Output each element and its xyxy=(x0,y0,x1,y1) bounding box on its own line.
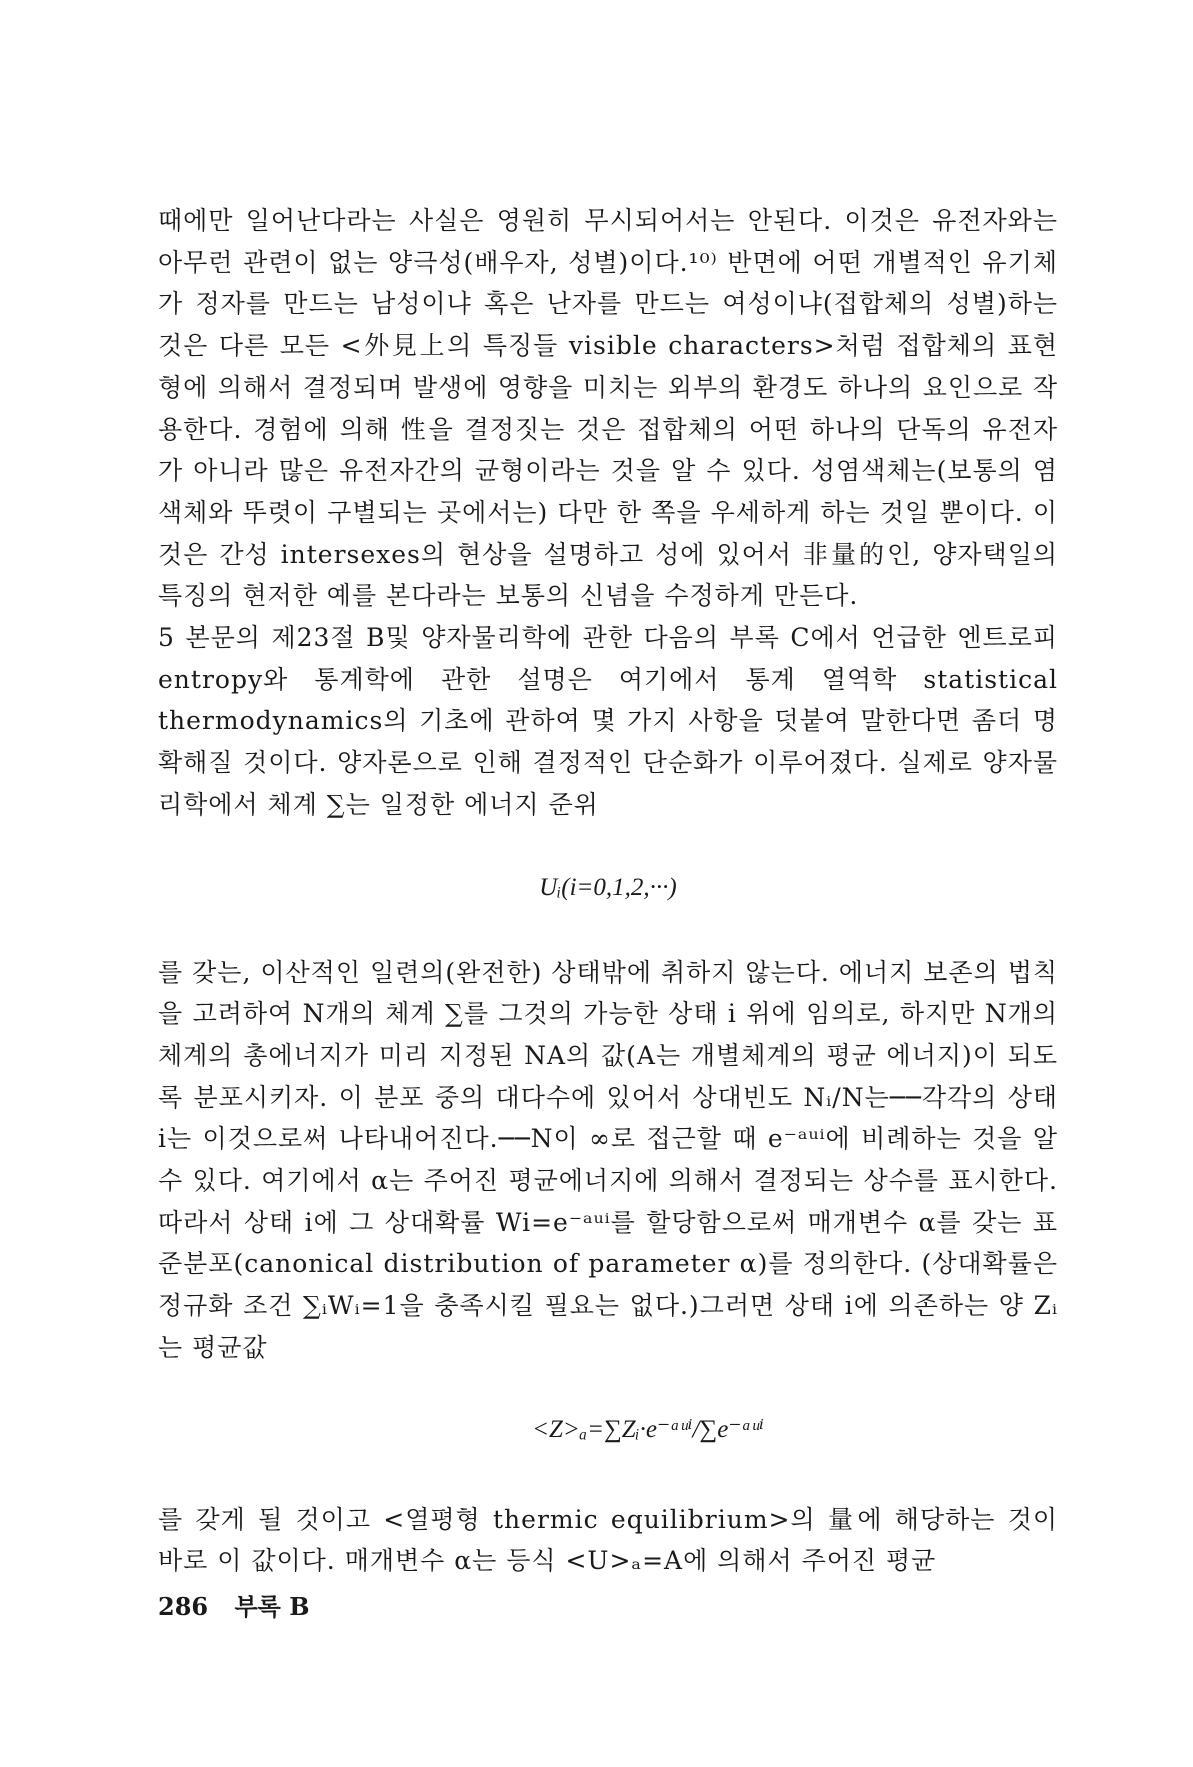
page-footer xyxy=(158,1587,309,1622)
paragraph-4: 를 갖게 될 것이고 <열평형 thermic equilibrium>의 量에 해당하는 것이 바로 이 값이다. 매개변수 α는 등식 <U>ₐ=A에 의해서 주어진 평균 xyxy=(158,1504,1058,1576)
paragraph-1: 때에만 일어난다라는 사실은 영원히 무시되어서는 안된다. 이것은 유전자와는 아무런 관련이 없는 양극성(배우자, 성별)이다.¹⁰⁾ 반면에 어떤 개별적인 유기체가 정자를 만드는 남성이냐 혹은 난자를 만드는 여성이냐(접합체의 성별)하는 것은 다른 모든 <外見上의 특징들 visible characters>처럼 접합체의 표현형에 의해서 결정되며 발생에 영향을 미치는 외부의 환경도 하나의 요인으로 작용한다. 경험에 의해 性을 결정짓는 것은 접합체의 어떤 하나의 단독의 유전자가 아니라 많은 유전자간의 균형이라는 것을 알 수 있다. 성염색체는(보통의 염색체와 뚜렷이 구별되는 곳에서는) 다만 한 쪽을 우세하게 하는 것일 뿐이다. 이것은 간성 intersexes의 현상을 설명하고 성에 있어서 非量的인, 양자택일의 특징의 현저한 예를 본다라는 보통의 신념을 수정하게 만든다. xyxy=(158,206,1058,611)
formula-mean-value: <Z>ₐ=∑Zᵢ·e⁻ᵃᵘⁱ/∑e⁻ᵃᵘⁱ xyxy=(532,1415,764,1443)
page-number: 286 xyxy=(158,1592,209,1621)
paragraph-2: 5 본문의 제23절 B및 양자물리학에 관한 다음의 부록 C에서 언급한 엔트로피 entropy와 통계학에 관한 설명은 여기에서 통계 열역학 statistical thermodynamics의 기초에 관하여 몇 가지 사항을 덧붙여 말한다면 좀더 명확해질 것이다. 양자론으로 인해 결정적인 단순화가 이루어졌다. 실제로 양자물리학에서 체계 ∑는 일정한 에너지 준위 xyxy=(158,623,1058,819)
page-body xyxy=(158,200,1058,1582)
paragraph-3: 를 갖는, 이산적인 일련의(완전한) 상태밖에 취하지 않는다. 에너지 보존의 법칙을 고려하여 N개의 체계 ∑를 그것의 가능한 상태 i 위에 임의로, 하지만 N개의 체계의 총에너지가 미리 지정된 NA의 값(A는 개별체계의 평균 에너지)이 되도록 분포시키자. 이 분포 중의 대다수에 있어서 상대빈도 Nᵢ/N는──각각의 상태 i는 이것으로써 나타내어진다.──N이 ∞로 접근할 때 e⁻ᵃᵘⁱ에 비례하는 것을 알 수 있다. 여기에서 α는 주어진 평균에너지에 의해서 결정되는 상수를 표시한다. 따라서 상태 i에 그 상대확률 Wi=e⁻ᵃᵘⁱ를 할당함으로써 매개변수 α를 갖는 표준분포(canonical distribution of parameter α)를 정의한다. (상대확률은 정규화 조건 ∑ᵢWᵢ=1을 충족시킬 필요는 없다.)그러면 상태 i에 의존하는 양 Zᵢ는 평균값 xyxy=(158,957,1058,1362)
section-label: 부록 B xyxy=(234,1592,310,1621)
formula-energy-levels: Uᵢ(i=0,1,2,···) xyxy=(539,873,677,901)
